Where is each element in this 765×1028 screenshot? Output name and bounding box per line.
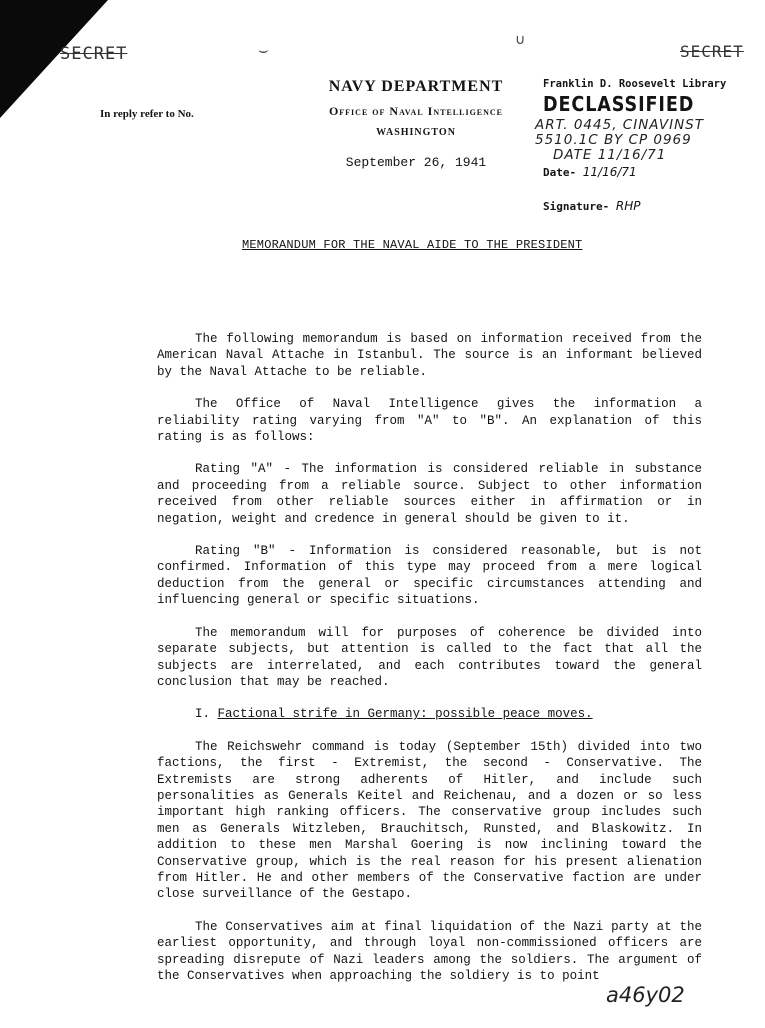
scan-mark: ∪ <box>515 32 526 48</box>
declassification-stamp <box>535 78 765 213</box>
department-name: NAVY DEPARTMENT <box>328 78 504 95</box>
letter-date: September 26, 1941 <box>345 155 487 170</box>
declass-date-label: Date- <box>543 166 577 179</box>
body-paragraph: The Conservatives aim at final liquidation of the Nazi party at the earliest opportunity, and through loyal non-commissioned officers are spreading disrepute of Nazi leaders among the soldiers. The argument of the Conservatives when approaching the soldiery is to point <box>157 919 702 983</box>
secret-stamp-crossed-out: SECRET <box>60 44 128 64</box>
signature-label: Signature- <box>543 200 610 213</box>
memo-body <box>157 331 702 1000</box>
body-paragraph: The Reichswehr command is today (September 15th) divided into two factions, the first - Extremist, the second - Conservative. The Extremists are strong adherents of Hitler, and include such personalities as Generals Keitel and Reichenau, and a dozen or so less important high ranking officers. The conservative group includes such men as Generals Witzleben, Brauchitsch, Runsted, and Blaskowitz. In addition to these men Marshal Goering is now inclining toward the Conservative group, which is the real reason for his present alienation from Hitler. He and other members of the Conservative faction are under close surveillance of the Gestapo. <box>157 739 702 902</box>
declass-signature-row <box>543 199 765 213</box>
office-city: WASHINGTON <box>376 127 456 138</box>
declass-authority-line: ART. 0445, CINAVINST <box>535 117 704 133</box>
secret-stamp-crossed-out: SECRET <box>680 42 744 61</box>
section-title: Factional strife in Germany: possible peace moves. <box>217 707 593 722</box>
declass-date-value: 11/16/71 <box>582 165 637 179</box>
signature-value: RHP <box>615 199 641 213</box>
library-name: Franklin D. Roosevelt Library <box>543 78 727 90</box>
scan-mark: ⌣ <box>258 40 269 59</box>
body-paragraph: Rating "A" - The information is considered reliable in substance and proceeding from a reliable source. Subject to other information received from other reliable sources either in affirmation or in negation, weight and credence in general should be given to it. <box>157 462 702 526</box>
declassified-label: DECLASSIFIED <box>543 92 695 116</box>
body-paragraph: Rating "B" - Information is considered reasonable, but is not confirmed. Information of this type may proceed from a mere logical deduction from the general or specific circumstances attending and influencing general or specific situations. <box>157 544 702 608</box>
letterhead <box>296 74 536 170</box>
declass-date-row <box>543 165 765 179</box>
section-number: I. <box>195 707 211 722</box>
section-heading <box>195 706 702 722</box>
body-paragraph: The following memorandum is based on information received from the American Naval Attache in Istanbul. The source is an informant believed by the Naval Attache to be reliable. <box>157 332 702 379</box>
declass-authority-line: 5510.1C BY CP 0969 <box>535 132 692 148</box>
memo-title: MEMORANDUM FOR THE NAVAL AIDE TO THE PRESIDENT <box>242 238 583 252</box>
body-paragraph: The memorandum will for purposes of coherence be divided into separate subjects, but attention is called to the fact that all the subjects are interrelated, and each contributes toward the general conclusion that may be reached. <box>157 625 702 689</box>
reply-refer-label: In reply refer to No. <box>100 108 194 120</box>
archive-number-handwritten: a46y02 <box>606 983 685 1007</box>
body-paragraph: The Office of Naval Intelligence gives the information a reliability rating varying from "A" to "B". An explanation of this rating is as follows: <box>157 397 702 445</box>
office-name: Office of Naval Intelligence <box>328 104 504 118</box>
declass-authority-date: DATE 11/16/71 <box>553 147 667 163</box>
